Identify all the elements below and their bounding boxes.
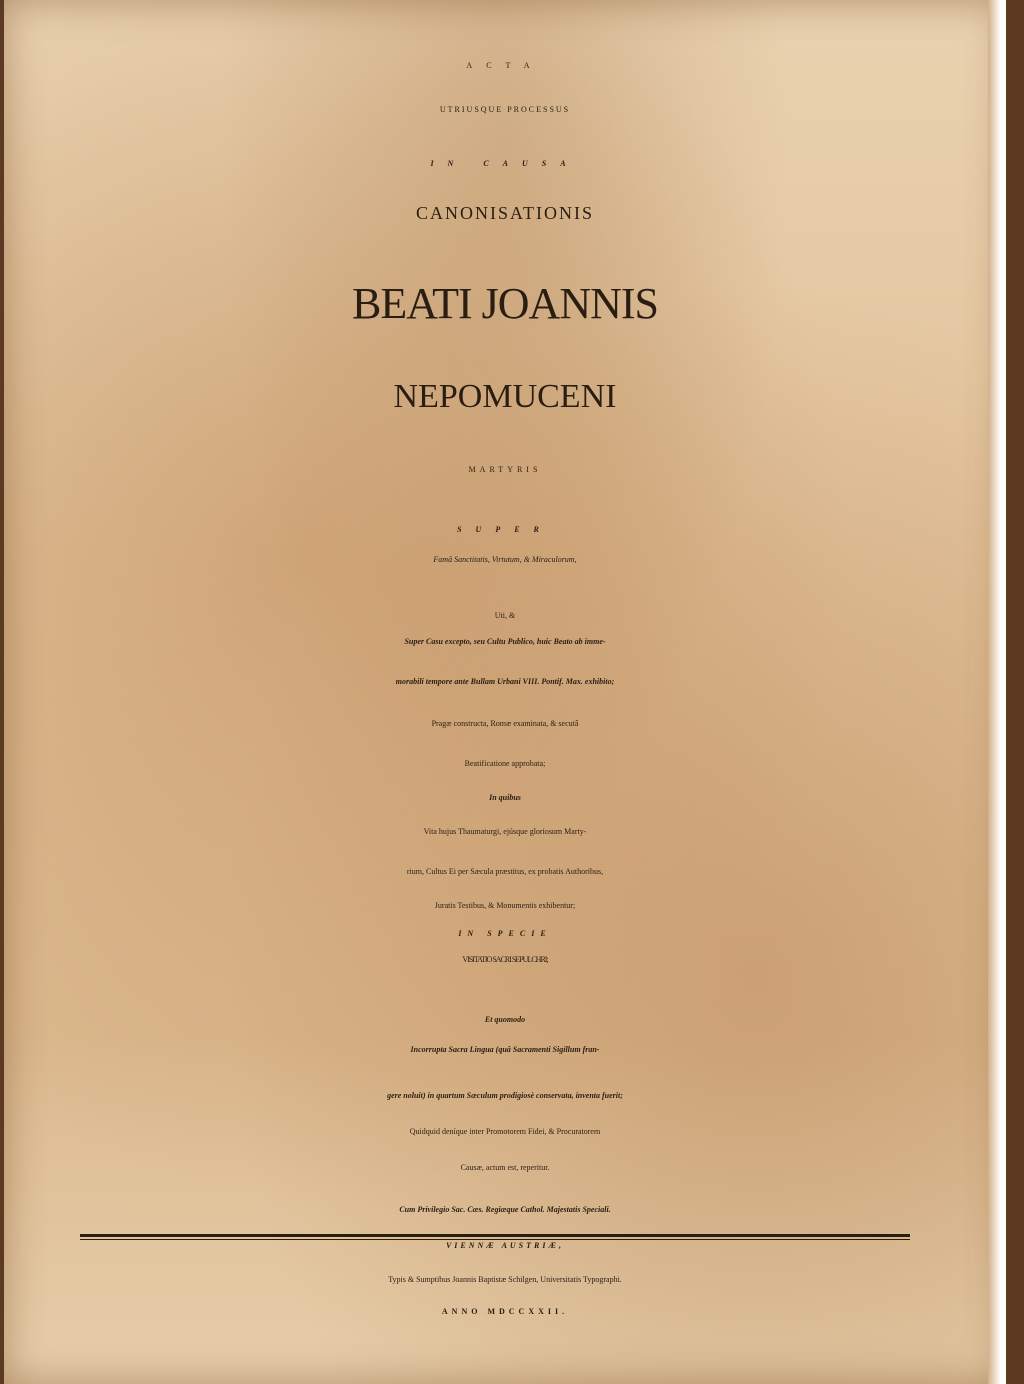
subtitle-vita: Vita hujus Thaumaturgi, ejúsque gloriosum Marty- xyxy=(423,827,587,836)
privilege-note: Cum Privilegio Sac. Cæs. Regiæque Cathol. Majestatis Speciali. xyxy=(399,1205,611,1214)
title-beati-joannis: BEATI JOANNIS xyxy=(352,279,658,328)
divider-rule-thin xyxy=(80,1239,910,1240)
title-nepomuceni: NEPOMUCENI xyxy=(393,378,617,415)
subtitle-rium: rium, Cultus Ei per Sæcula præstitus, ex probatis Authoribus, xyxy=(406,867,604,876)
subtitle-casu-line1: Super Casu excepto, seu Cultu Publico, huic Beato ab imme- xyxy=(404,637,606,646)
subtitle-casu-line2: morabili tempore ante Bullam Urbani VIII. Pontif. Max. exhibito; xyxy=(395,677,615,686)
imprint-year: ANNO MDCCXXII. xyxy=(441,1307,569,1316)
title-martyris: MARTYRIS xyxy=(468,465,542,474)
subtitle-super: SUPER xyxy=(457,525,553,534)
subtitle-juratis: Juratis Testibus, & Monumentis exhibentur; xyxy=(434,901,576,910)
imprint-printer: Typis & Sumptibus Joannis Baptistæ Schilgen, Universitatis Typographi. xyxy=(388,1275,622,1284)
subtitle-pragae: Pragæ constructa, Romæ examinata, & secutâ xyxy=(431,719,579,728)
subtitle-in-specie: IN SPECIE xyxy=(458,929,552,938)
title-visitatio: VISITATIO SACRI SEPULCHRI; xyxy=(462,955,548,964)
subtitle-quidquid: Quidquid deníque inter Promotorem Fidei, & Procuratorem xyxy=(409,1127,601,1136)
title-canonisationis: CANONISATIONIS xyxy=(415,203,594,223)
imprint-city: VIENNÆ AUSTRIÆ, xyxy=(445,1241,565,1250)
subtitle-causae: Causæ, actum est, reperitur. xyxy=(460,1163,550,1172)
subtitle-incorrupta-line2: gere noluit) in quartum Sæculum prodigiosè conservata, inventa fuerit; xyxy=(387,1091,623,1100)
subtitle-in-quibus: In quibus xyxy=(489,793,521,802)
title-utriusque-processus: UTRIUSQUE PROCESSUS xyxy=(439,105,571,114)
title-acta: ACTA xyxy=(466,61,544,70)
title-page xyxy=(4,0,1006,1384)
divider-rule xyxy=(80,1234,910,1237)
subtitle-uti: Uti, & xyxy=(494,611,516,620)
subtitle-fama: Famâ Sanctitatis, Virtutum, & Miraculorum, xyxy=(433,555,577,564)
title-in-causa: IN CAUSA xyxy=(430,159,580,168)
subtitle-beatificatione: Beatificatione approbata; xyxy=(464,759,546,768)
subtitle-incorrupta-line1: Incorrupta Sacra Lingua (quâ Sacramenti Sigillum fran- xyxy=(410,1045,600,1054)
subtitle-et-quomodo: Et quomodo xyxy=(484,1015,526,1024)
